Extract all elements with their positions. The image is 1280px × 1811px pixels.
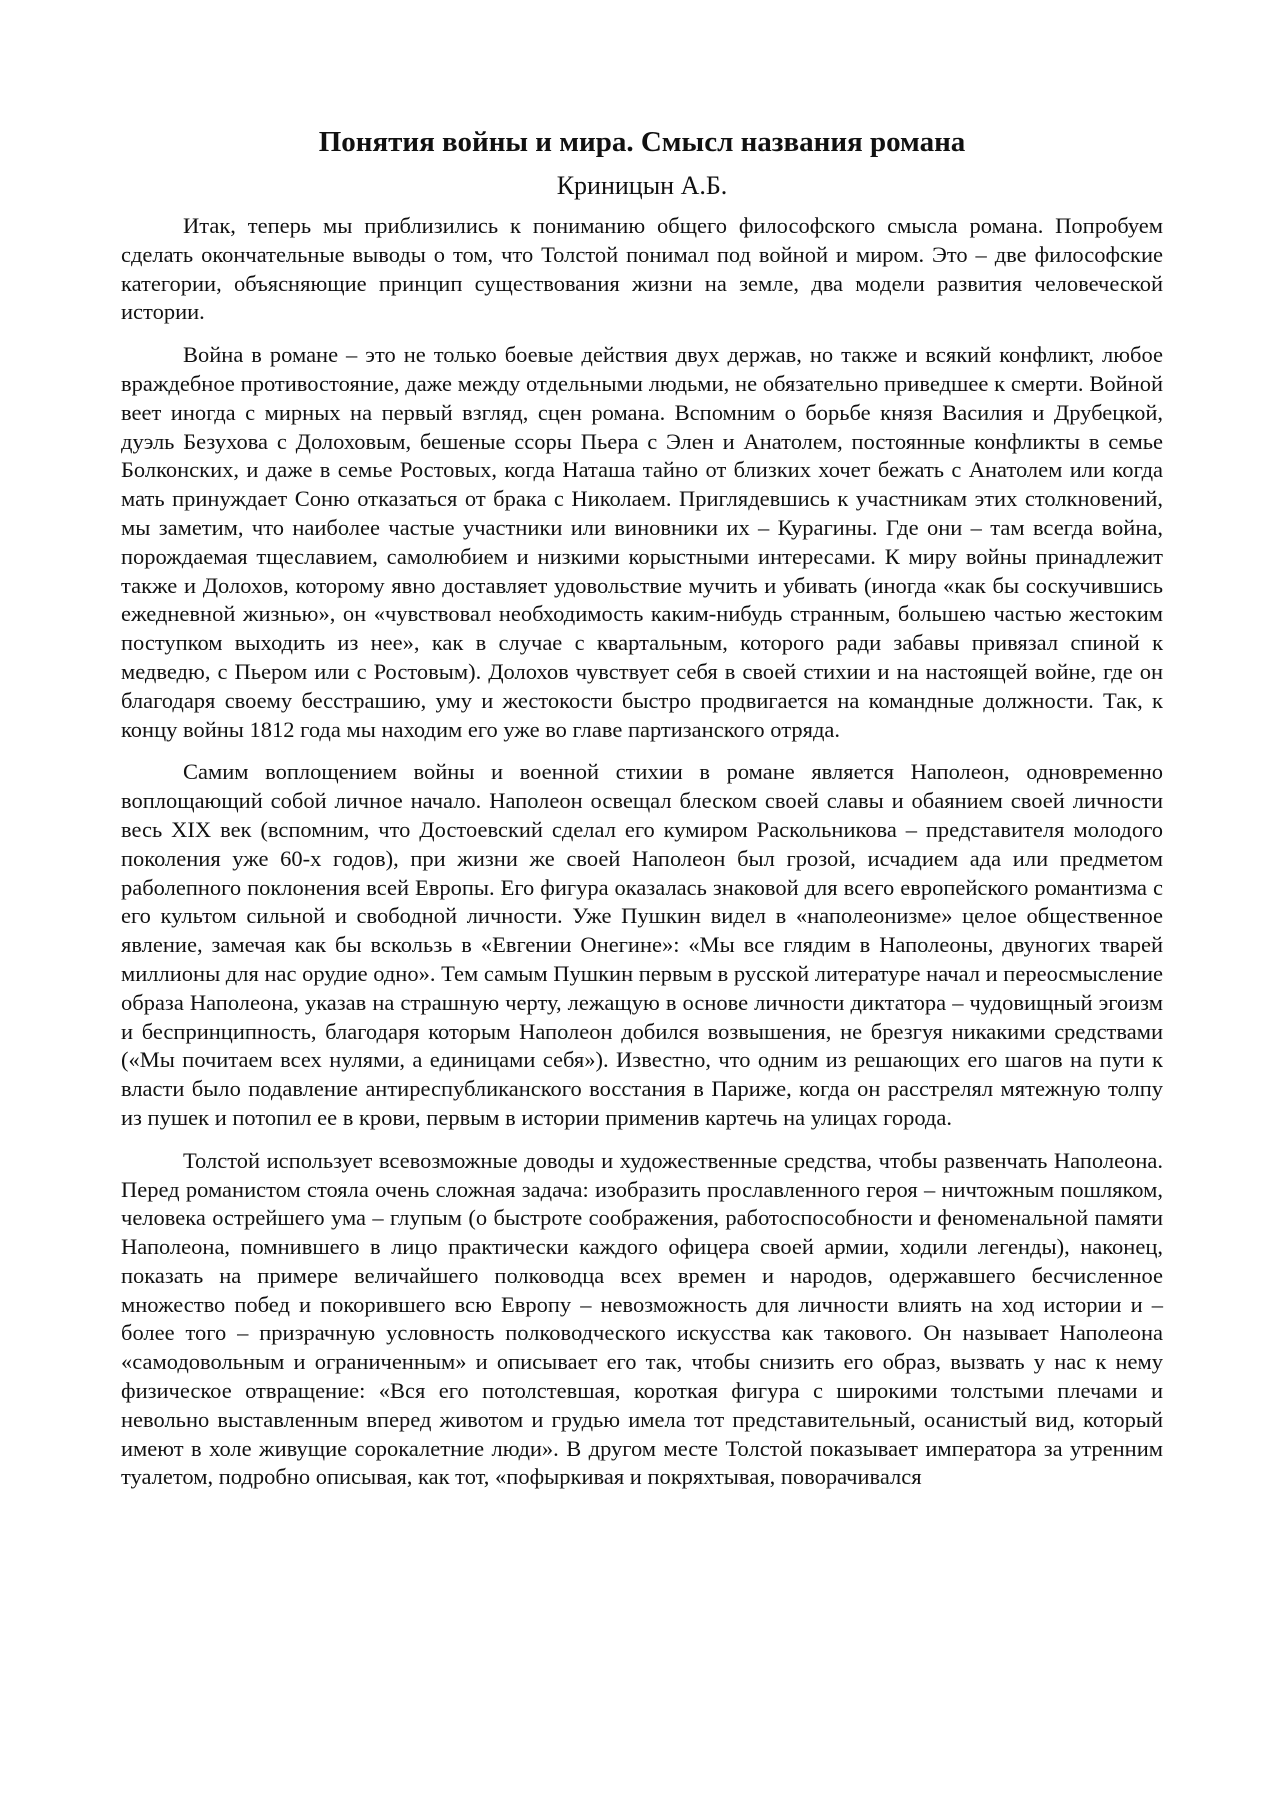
paragraph-3: Самим воплощением войны и военной стихии в романе является Наполеон, одновременно воплощающий собой личное начало. Наполеон освещал блеском своей славы и обаянием своей личности весь XIX век (вспомним, что Достоевский сделал его кумиром Раскольникова – представителя молодого поколения уже 60-х годов), при жизни же своей Наполеон был грозой, исчадием ада или предметом раболепного поклонения всей Европы. Его фигура оказалась знаковой для всего европейского романтизма с его культом сильной и свободной личности. Уже Пушкин видел в «наполеонизме» целое общественное явление, замечая как бы вскользь в «Евгении Онегине»: «Мы все глядим в Наполеоны, двуногих тварей миллионы для нас орудие одно». Тем самым Пушкин первым в русской литературе начал и переосмысление образа Наполеона, указав на страшную черту, лежащую в основе личности диктатора – чудовищный эгоизм и беспринципность, благодаря которым Наполеон добился возвышения, не брезгуя никакими средствами («Мы почитаем всех нулями, а единицами себя»). Известно, что одним из решающих его шагов на пути к власти было подавление антиреспубликанского восстания в Париже, когда он расстрелял мятежную толпу из пушек и потопил ее в крови, первым в истории применив картечь на улицах города.	[121, 759, 1163, 1130]
paragraph-4: Толстой использует всевозможные доводы и художественные средства, чтобы развенчать Наполеона. Перед романистом стояла очень сложная задача: изобразить прославленного героя – ничтожным пошляком, человека острейшего ума – глупым (о быстроте соображения, работоспособности и феноменальной памяти Наполеона, помнившего в лицо практически каждого офицера своей армии, ходили легенды), наконец, показать на примере величайшего полководца всех времен и народов, одержавшего бесчисленное множество побед и покорившего всю Европу – невозможность для личности влиять на ход истории и – более того – призрачную условность полководческого искусства как такового. Он называет Наполеона «самодовольным и ограниченным» и описывает его так, чтобы снизить его образ, вызвать у нас к нему физическое отвращение: «Вся его потолстевшая, короткая фигура с широкими толстыми плечами и невольно выставленным вперед животом и грудью имела тот представительный, осанистый вид, который имеют в холе живущие сорокалетние люди». В другом месте Толстой показывает императора за утренним туалетом, подробно описывая, как тот, «пофыркивая и покряхтывая, поворачивался	[121, 1147, 1163, 1490]
document-page	[121, 122, 1163, 1506]
paragraph-1: Итак, теперь мы приблизились к пониманию общего философского смысла романа. Попробуем сделать окончательные выводы о том, что Толстой понимал под войной и миром. Это – две философские категории, объясняющие принцип существования жизни на земле, два модели развития человеческой истории.	[121, 213, 1163, 325]
paragraph-2: Война в романе – это не только боевые действия двух держав, но также и всякий конфликт, любое враждебное противостояние, даже между отдельными людьми, не обязательно приведшее к смерти. Войной веет иногда с мирных на первый взгляд, сцен романа. Вспомним о борьбе князя Василия и Друбецкой, дуэль Безухова с Долоховым, бешеные ссоры Пьера с Элен и Анатолем, постоянные конфликты в семье Болконских, и даже в семье Ростовых, когда Наташа тайно от близких хочет бежать с Анатолем или когда мать принуждает Соню отказаться от брака с Николаем. Приглядевшись к участникам этих столкновений, мы заметим, что наиболее частые участники или виновники их – Курагины. Где они – там всегда война, порождаемая тщеславием, самолюбием и низкими корыстными интересами. К миру войны принадлежит также и Долохов, которому явно доставляет удовольствие мучить и убивать (иногда «как бы соскучившись ежедневной жизнью», он «чувствовал необходимость каким-нибудь странным, большею частью жестоким поступком выходить из нее», как в случае с квартальным, которого ради забавы привязал спиной к медведю, с Пьером или с Ростовым). Долохов чувствует себя в своей стихии и на настоящей войне, где он благодаря своему бесстрашию, уму и жестокости быстро продвигается на командные должности. Так, к концу войны 1812 года мы находим его уже во главе партизанского отряда.	[121, 342, 1163, 742]
document-author: Криницын А.Б.	[556, 171, 728, 200]
document-title: Понятия войны и мира. Смысл названия романа	[318, 126, 966, 158]
